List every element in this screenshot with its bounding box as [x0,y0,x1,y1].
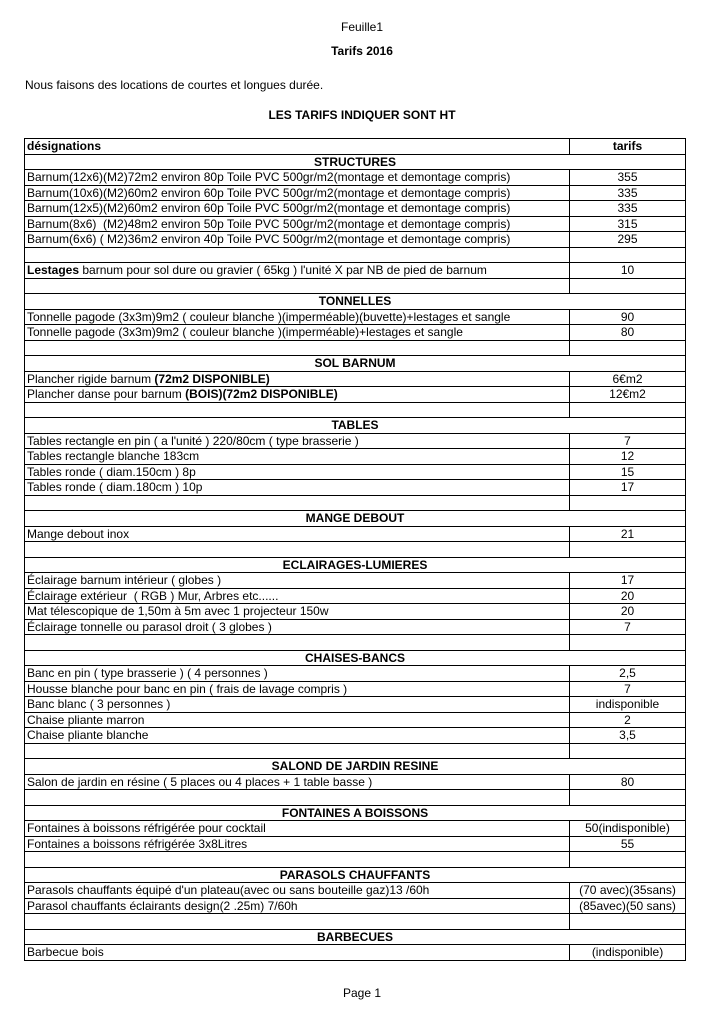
item-price: 7 [570,433,686,449]
table-row [25,433,686,449]
item-designation [25,573,570,589]
item-designation-bold: Lestages [27,263,80,278]
item-price: 10 [570,263,686,279]
item-designation-text: Plancher rigide barnum [27,371,155,386]
item-designation [25,325,570,341]
blank-row [25,495,686,511]
item-designation [25,464,570,480]
item-availability: (BOIS)(72m2 DISPONIBLE) [185,387,338,402]
item-price: 90 [570,309,686,325]
section-title: CHAISES-BANCS [25,650,686,666]
blank-cell [25,402,570,418]
section-title: TONNELLES [25,294,686,310]
table-row [25,681,686,697]
item-price: 315 [570,216,686,232]
section-header-row [25,294,686,310]
item-designation [25,201,570,217]
blank-cell [570,278,686,294]
item-designation [25,619,570,635]
blank-cell [25,914,570,930]
blank-row [25,542,686,558]
item-price: 21 [570,526,686,542]
item-designation [25,604,570,620]
item-designation-text: Chaise pliante marron [27,712,145,727]
item-designation [25,216,570,232]
item-price: (85avec)(50 sans) [570,898,686,914]
table-row [25,945,686,961]
section-header-row [25,867,686,883]
item-designation-text: Banc en pin ( type brasserie ) ( 4 personnes ) [27,666,268,681]
item-designation [25,480,570,496]
blank-cell [570,402,686,418]
blank-cell [25,278,570,294]
section-title: FONTAINES A BOISSONS [25,805,686,821]
price-table [24,138,686,961]
item-designation [25,526,570,542]
intro-text: Nous faisons des locations de courtes et longues durée. [25,78,324,92]
item-price: 80 [570,325,686,341]
blank-cell [570,247,686,263]
item-price: 295 [570,232,686,248]
item-designation-text: Barnum(8x6) (M2)48m2 environ 50p Toile PVC 500gr/m2(montage et demontage compris) [27,216,511,231]
price-note: LES TARIFS INDIQUER SONT HT [268,108,456,122]
item-designation-text: Parasols chauffants équipé d'un plateau(avec ou sans bouteille gaz)13 /60h [27,883,430,898]
item-price: 15 [570,464,686,480]
item-price: indisponible [570,697,686,713]
section-title: STRUCTURES [25,154,686,170]
item-price: 335 [570,201,686,217]
table-row [25,588,686,604]
table-row [25,387,686,403]
item-designation-text: Housse blanche pour banc en pin ( frais de lavage compris ) [27,681,348,696]
table-row [25,170,686,186]
item-designation [25,387,570,403]
table-row [25,449,686,465]
blank-cell [570,790,686,806]
price-header: tarifs [570,139,686,155]
item-price: 12 [570,449,686,465]
item-designation [25,170,570,186]
table-row [25,666,686,682]
table-row [25,728,686,744]
table-row [25,263,686,279]
blank-cell [25,852,570,868]
section-title: SALOND DE JARDIN RESINE [25,759,686,775]
item-designation-text: Barnum(12x5)(M2)60m2 environ 60p Toile PVC 500gr/m2(montage et demontage compris) [27,201,511,216]
item-price: (70 avec)(35sans) [570,883,686,899]
blank-row [25,278,686,294]
table-row [25,201,686,217]
item-designation [25,836,570,852]
table-row [25,697,686,713]
item-availability: (72m2 DISPONIBLE) [154,371,270,386]
item-designation-text: Éclairage barnum intérieur ( globes ) [27,573,222,588]
item-designation [25,588,570,604]
item-designation [25,309,570,325]
item-designation-text: Barbecue bois [27,945,104,960]
blank-cell [570,635,686,651]
item-designation-text: Chaise pliante blanche [27,728,149,743]
item-designation-text: Fontaines à boissons réfrigérée pour cocktail [27,821,266,836]
item-designation-text: barnum pour sol dure ou gravier ( 65kg ) l'unité X par NB de pied de barnum [79,263,487,278]
table-row [25,371,686,387]
item-price: 2,5 [570,666,686,682]
item-designation-text: Mange debout inox [27,526,130,541]
section-header-row [25,418,686,434]
table-row [25,821,686,837]
item-price: 12€m2 [570,387,686,403]
section-title: TABLES [25,418,686,434]
page-footer: Page 1 [342,986,382,1000]
table-row [25,464,686,480]
item-designation-text: Plancher danse pour barnum [27,387,186,402]
blank-row [25,790,686,806]
item-designation-text: Tables rectangle blanche 183cm [27,449,200,464]
item-price: 50(indisponible) [570,821,686,837]
item-price: 2 [570,712,686,728]
blank-cell [25,790,570,806]
item-price: 17 [570,573,686,589]
item-designation [25,883,570,899]
blank-cell [25,340,570,356]
item-price: 7 [570,681,686,697]
table-row [25,619,686,635]
item-designation [25,185,570,201]
item-designation-text: Banc blanc ( 3 personnes ) [27,697,171,712]
blank-row [25,340,686,356]
item-price: (indisponible) [570,945,686,961]
table-row [25,883,686,899]
item-designation [25,681,570,697]
item-designation-text: Tables ronde ( diam.150cm ) 8p [27,464,196,479]
item-price: 17 [570,480,686,496]
table-row [25,216,686,232]
item-designation-text: Tonnelle pagode (3x3m)9m2 ( couleur blanche )(imperméable)(buvette)+lestages et sangle [27,309,511,324]
table-row [25,232,686,248]
item-designation-text: Barnum(10x6)(M2)60m2 environ 60p Toile PVC 500gr/m2(montage et demontage compris) [27,185,511,200]
section-header-row [25,356,686,372]
page-title: Tarifs 2016 [331,44,393,58]
table-row [25,712,686,728]
blank-cell [25,247,570,263]
blank-cell [570,852,686,868]
section-header-row [25,805,686,821]
designation-header: désignations [25,139,570,155]
item-price: 355 [570,170,686,186]
item-designation-text: Tables ronde ( diam.180cm ) 10p [27,480,203,495]
item-designation [25,821,570,837]
table-row [25,836,686,852]
blank-cell [570,542,686,558]
blank-row [25,635,686,651]
item-designation [25,728,570,744]
item-designation-text: Fontaines a boissons réfrigérée 3x8Litres [27,836,248,851]
item-designation-text: Barnum(12x6)(M2)72m2 environ 80p Toile PVC 500gr/m2(montage et demontage compris) [27,170,511,185]
blank-cell [570,340,686,356]
item-price: 3,5 [570,728,686,744]
item-designation [25,232,570,248]
blank-row [25,852,686,868]
blank-cell [25,635,570,651]
blank-row [25,743,686,759]
item-price: 20 [570,604,686,620]
item-designation-text: Éclairage tonnelle ou parasol droit ( 3 globes ) [27,619,272,634]
section-header-row [25,759,686,775]
section-header-row [25,154,686,170]
section-header-row [25,511,686,527]
table-row [25,309,686,325]
item-designation [25,449,570,465]
item-designation [25,433,570,449]
blank-cell [25,495,570,511]
blank-row [25,402,686,418]
table-row [25,526,686,542]
blank-cell [570,914,686,930]
item-designation [25,898,570,914]
blank-cell [25,743,570,759]
item-price: 335 [570,185,686,201]
item-designation [25,774,570,790]
table-row [25,325,686,341]
section-title: BARBECUES [25,929,686,945]
item-price: 80 [570,774,686,790]
item-designation [25,697,570,713]
table-row [25,480,686,496]
table-row [25,774,686,790]
section-title: PARASOLS CHAUFFANTS [25,867,686,883]
item-designation [25,945,570,961]
blank-row [25,914,686,930]
sheet-name: Feuille1 [340,20,384,34]
section-title: SOL BARNUM [25,356,686,372]
item-designation-text: Tonnelle pagode (3x3m)9m2 ( couleur blanche )(imperméable)+lestages et sangle [27,325,463,340]
item-designation-text: Éclairage extérieur ( RGB ) Mur, Arbres etc...... [27,588,279,603]
item-price: 7 [570,619,686,635]
section-header-row [25,650,686,666]
section-title: MANGE DEBOUT [25,511,686,527]
blank-row [25,247,686,263]
table-row [25,898,686,914]
blank-cell [570,743,686,759]
item-designation-text: Tables rectangle en pin ( a l'unité ) 220/80cm ( type brasserie ) [27,433,359,448]
table-row [25,185,686,201]
table-row [25,604,686,620]
item-price: 6€m2 [570,371,686,387]
section-header-row [25,557,686,573]
table-row [25,573,686,589]
section-title: ECLAIRAGES-LUMIERES [25,557,686,573]
item-designation [25,666,570,682]
blank-cell [570,495,686,511]
item-price: 20 [570,588,686,604]
table-header-row [25,139,686,155]
item-designation-text: Parasol chauffants éclairants design(2 .25m) 7/60h [27,898,298,913]
blank-cell [25,542,570,558]
item-designation-text: Salon de jardin en résine ( 5 places ou 4 places + 1 table basse ) [27,774,373,789]
item-designation-text: Barnum(6x6) ( M2)36m2 environ 40p Toile PVC 500gr/m2(montage et demontage compris) [27,232,511,247]
item-designation [25,712,570,728]
item-designation-text: Mat télescopique de 1,50m à 5m avec 1 projecteur 150w [27,604,329,619]
item-price: 55 [570,836,686,852]
item-designation [25,371,570,387]
item-designation [25,263,570,279]
section-header-row [25,929,686,945]
